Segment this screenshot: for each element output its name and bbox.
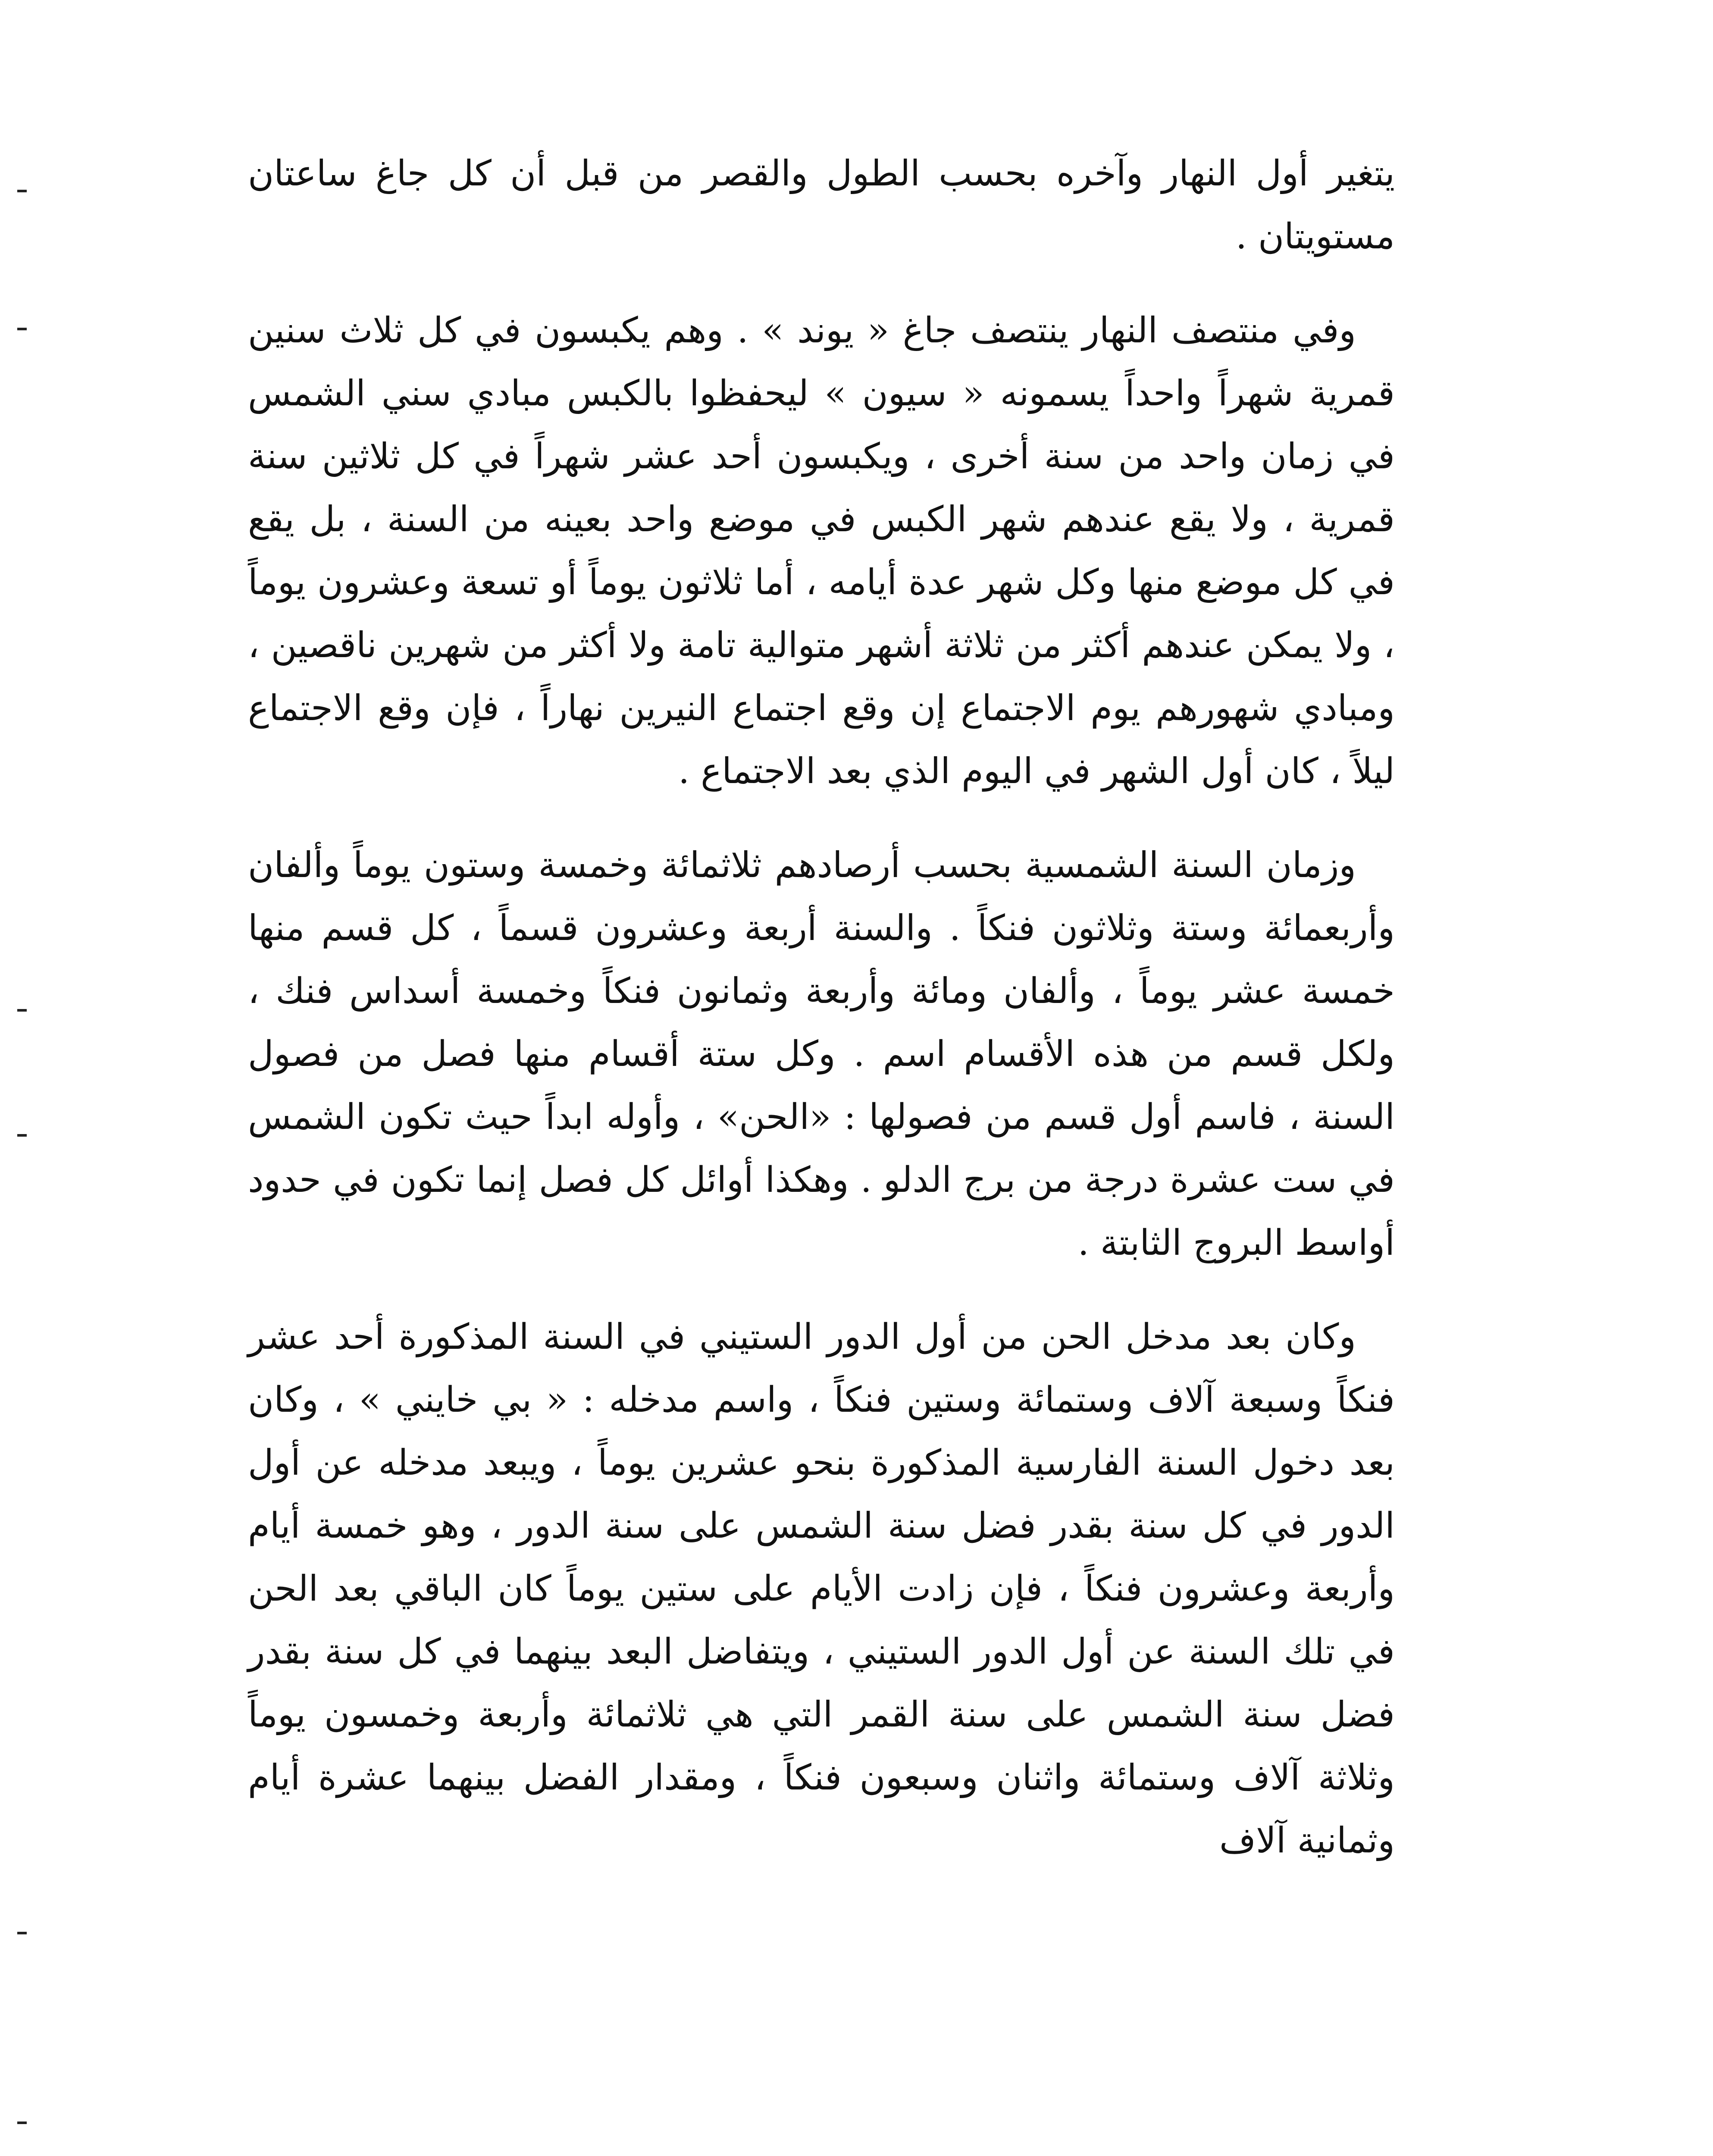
paragraph-2: وفي منتصف النهار ينتصف جاغ « يوند » . وهم يكبسون في كل ثلاث سنين قمرية شهراً واحداً يسمونه « سيون » ليحفظوا بالكبس مبادي سني الشمس في زمان واحد من سنة أخرى ، ويكبسون أحد عشر شهراً في كل ثلاثين سنة قمرية ، ولا يقع عندهم شهر الكبس في موضع واحد بعينه من السنة ، بل يقع في كل موضع منها وكل شهر عدة أيامه ، أما ثلاثون يوماً أو تسعة وعشرون يوماً ، ولا يمكن عندهم أكثر من ثلاثة أشهر متوالية تامة ولا أكثر من شهرين ناقصين ، ومبادي شهورهم يوم الاجتماع إن وقع اجتماع النيرين نهاراً ، فإن وقع الاجتماع ليلاً ، كان أول الشهر في اليوم الذي بعد الاجتماع . <box>248 310 1395 792</box>
page-text <box>248 142 1395 1903</box>
margin-mark <box>17 1009 27 1012</box>
margin-mark <box>17 1134 27 1137</box>
margin-mark <box>17 2122 27 2124</box>
paragraph-4: وكان بعد مدخل الحن من أول الدور الستيني في السنة المذكورة أحد عشر فنكاً وسبعة آلاف وستمائة وستين فنكاً ، واسم مدخله : « بي خايني » ، وكان بعد دخول السنة الفارسية المذكورة بنحو عشرين يوماً ، ويبعد مدخله عن أول الدور في كل سنة بقدر فضل سنة الشمس على سنة الدور ، وهو خمسة أيام وأربعة وعشرون فنكاً ، فإن زادت الأيام على ستين يوماً كان الباقي بعد الحن في تلك السنة عن أول الدور الستيني ، ويتفاضل البعد بينهما في كل سنة بقدر فضل سنة الشمس على سنة القمر التي هي ثلاثمائة وأربعة وخمسون يوماً وثلاثة آلاف وستمائة واثنان وسبعون فنكاً ، ومقدار الفضل بينهما عشرة أيام وثمانية آلاف <box>248 1316 1395 1861</box>
margin-mark <box>17 1932 27 1934</box>
paragraph-1: يتغير أول النهار وآخره بحسب الطول والقصر من قبل أن كل جاغ ساعتان مستويتان . <box>248 153 1395 257</box>
paragraph-3: وزمان السنة الشمسية بحسب أرصادهم ثلاثمائة وخمسة وستون يوماً وألفان وأربعمائة وستة وثلاثون فنكاً . والسنة أربعة وعشرون قسماً ، كل قسم منها خمسة عشر يوماً ، وألفان ومائة وأربعة وثمانون فنكاً وخمسة أسداس فنك ، ولكل قسم من هذه الأقسام اسم . وكل ستة أقسام منها فصل من فصول السنة ، فاسم أول قسم من فصولها : «الحن» ، وأوله ابداً حيث تكون الشمس في ست عشرة درجة من برج الدلو . وهكذا أوائل كل فصل إنما تكون في حدود أواسط البروج الثابتة . <box>248 845 1395 1263</box>
margin-mark <box>17 328 27 330</box>
margin-mark <box>17 190 27 192</box>
